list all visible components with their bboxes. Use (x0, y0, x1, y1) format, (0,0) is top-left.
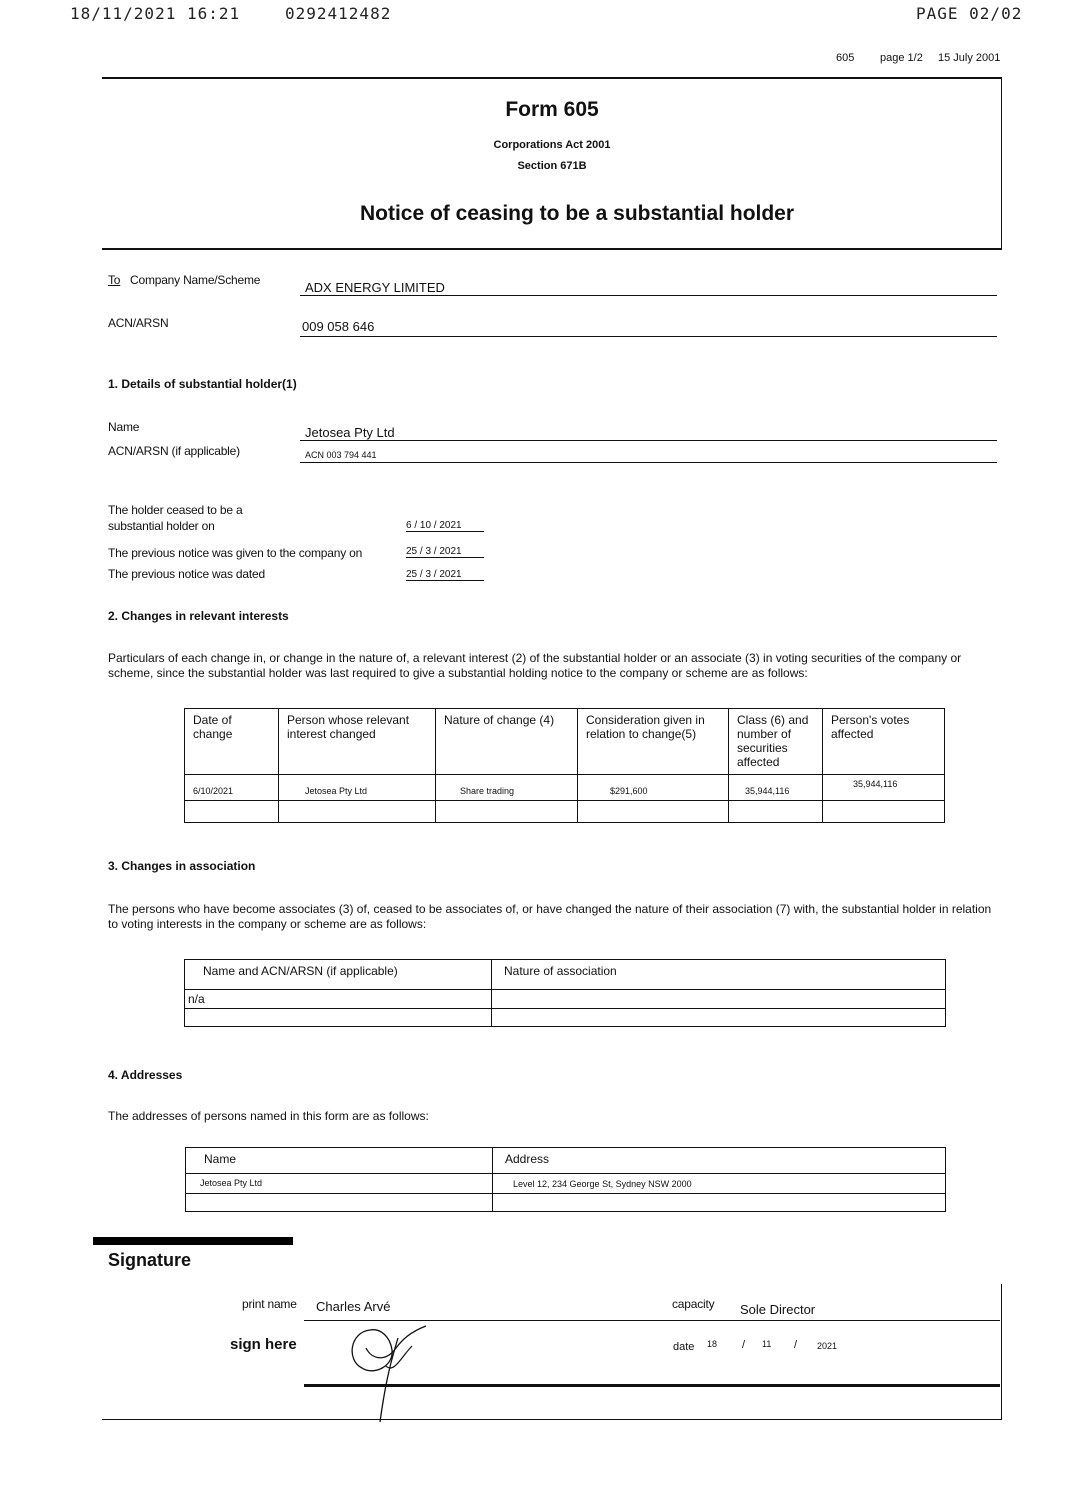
prev-given-label: The previous notice was given to the company on (108, 546, 363, 560)
act-title: Corporations Act 2001 (493, 139, 611, 151)
section2-heading: 2. Changes in relevant interests (108, 609, 289, 623)
address-value-cell: Level 12, 234 George St, Sydney NSW 2000 (493, 1174, 946, 1194)
association-header-row (185, 960, 946, 990)
title-bottom-rule (102, 248, 1002, 250)
empty-cell (492, 1009, 946, 1027)
empty-cell (578, 801, 729, 823)
page-bottom-rule (102, 1419, 1002, 1420)
change-person-cell: Jetosea Pty Ltd (279, 775, 436, 801)
holder-acn-value: ACN 003 794 441 (305, 450, 377, 460)
changes-header-person: Person whose relevant interest changed (279, 709, 436, 775)
empty-cell (279, 801, 436, 823)
form-title: Form 605 (505, 98, 599, 121)
section1-heading: 1. Details of substantial holder(1) (108, 377, 297, 391)
date-day: 18 (707, 1339, 718, 1349)
top-rule (102, 77, 1002, 79)
empty-cell (185, 801, 279, 823)
association-nature-cell (492, 990, 946, 1009)
section4-paragraph: The addresses of persons named in this form are as follows: (108, 1109, 429, 1123)
empty-cell (729, 801, 823, 823)
changes-header-row (185, 709, 945, 775)
print-name-value: Charles Arvé (316, 1299, 391, 1314)
fax-datetime: 18/11/2021 16:21 (70, 4, 241, 23)
table-row (185, 801, 945, 823)
print-name-label: print name (242, 1297, 297, 1311)
section4-heading: 4. Addresses (108, 1068, 183, 1082)
empty-cell (823, 801, 945, 823)
ceased-label-1: The holder ceased to be a (108, 503, 243, 517)
signature-heading: Signature (108, 1250, 192, 1270)
date-separator-2: / (794, 1339, 798, 1351)
association-table (184, 959, 946, 1027)
holder-name-label: Name (108, 420, 140, 434)
section3-heading: 3. Changes in association (108, 859, 256, 873)
company-label: Company Name/Scheme (130, 273, 261, 287)
ceased-date: 6 / 10 / 2021 (406, 520, 484, 532)
changes-table (184, 708, 945, 823)
table-row (185, 1009, 946, 1027)
addresses-table (185, 1147, 946, 1212)
section3-paragraph: The persons who have become associates (3) of, ceased to be associates of, or have changed the nature of their association (7) with, the substantial holder in relation to voting interests in the company or scheme are as follows: (108, 902, 992, 931)
section2-paragraph: Particulars of each change in, or change in the nature of, a relevant interest (2) of the substantial holder or an associate (3) in voting securities of the company or scheme, since the substantial holder was last required to give a substantial holding notice to the company or scheme are as follows: (108, 651, 962, 680)
acn-value: 009 058 646 (302, 319, 375, 334)
company-underline (300, 295, 997, 296)
table-row (186, 1194, 946, 1212)
date-year: 2021 (817, 1341, 838, 1351)
empty-cell (493, 1194, 946, 1212)
prev-dated-label: The previous notice was dated (108, 567, 265, 581)
signature-frame-right (1001, 1284, 1002, 1420)
table-row (186, 1174, 946, 1194)
table-row (185, 990, 946, 1009)
prev-given-date: 25 / 3 / 2021 (406, 546, 484, 558)
empty-cell (436, 801, 578, 823)
date-separator-1: / (742, 1339, 746, 1351)
to-label: To (108, 273, 121, 287)
handwritten-signature (340, 1318, 440, 1424)
holder-name-underline (300, 440, 997, 441)
form-ref: 605 (836, 52, 855, 64)
table-row (185, 775, 945, 801)
capacity-value: Sole Director (740, 1302, 816, 1317)
sign-here-label: sign here (230, 1336, 297, 1353)
acn-label: ACN/ARSN (108, 316, 169, 330)
section-title: Section 671B (517, 160, 587, 172)
capacity-label: capacity (672, 1297, 715, 1311)
changes-header-consideration: Consideration given in relation to change(5) (578, 709, 729, 775)
empty-cell (186, 1194, 493, 1212)
date-ref: 15 July 2001 (938, 52, 1001, 64)
fax-number: 0292412482 (285, 4, 392, 23)
changes-header-votes: Person's votes affected (823, 709, 945, 775)
addresses-header-name: Name (186, 1148, 493, 1174)
association-name-cell: n/a (185, 990, 492, 1009)
change-votes-cell: 35,944,116 (823, 775, 945, 801)
company-value: ADX ENERGY LIMITED (305, 280, 445, 295)
association-header-nature: Nature of association (492, 960, 946, 990)
change-consideration-cell: $291,600 (578, 775, 729, 801)
change-class-cell: 35,944,116 (729, 775, 823, 801)
addresses-header-address: Address (493, 1148, 946, 1174)
acn-underline (300, 336, 997, 337)
association-header-name: Name and ACN/ARSN (if applicable) (185, 960, 492, 990)
notice-title: Notice of ceasing to be a substantial holder (359, 202, 795, 225)
fax-page: PAGE 02/02 (916, 4, 1023, 23)
date-month: 11 (762, 1339, 772, 1349)
date-label: date (673, 1341, 695, 1353)
prev-dated-date: 25 / 3 / 2021 (406, 569, 484, 581)
holder-acn-label: ACN/ARSN (if applicable) (108, 444, 240, 458)
address-name-cell: Jetosea Pty Ltd (186, 1174, 493, 1194)
signature-bottom-rule (304, 1384, 1000, 1387)
changes-header-class: Class (6) and number of securities affected (729, 709, 823, 775)
page-ref: page 1/2 (880, 52, 923, 64)
holder-name-value: Jetosea Pty Ltd (305, 425, 395, 440)
changes-header-nature: Nature of change (4) (436, 709, 578, 775)
signature-bar (93, 1237, 293, 1245)
empty-cell (185, 1009, 492, 1027)
changes-header-date: Date of change (185, 709, 279, 775)
change-nature-cell: Share trading (436, 775, 578, 801)
holder-acn-underline (300, 462, 997, 463)
change-date-cell: 6/10/2021 (185, 775, 279, 801)
addresses-header-row (186, 1148, 946, 1174)
ceased-label-2: substantial holder on (108, 519, 215, 533)
